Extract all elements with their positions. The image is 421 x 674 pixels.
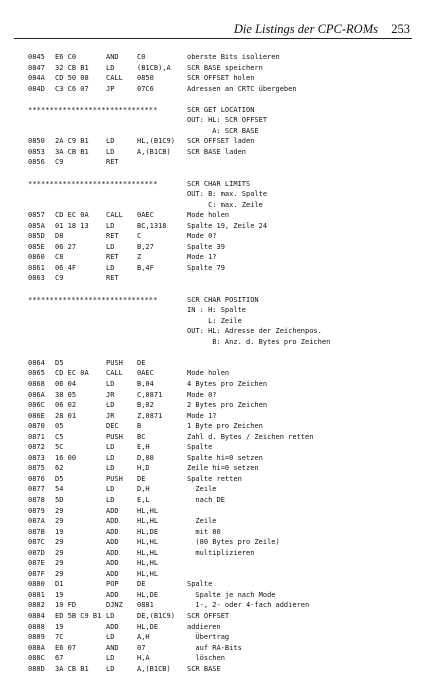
operand: HL,HL	[137, 569, 159, 578]
opcode-bytes: 5C	[55, 443, 64, 452]
address: 085A	[28, 221, 45, 230]
mnemonic: POP	[106, 580, 119, 589]
opcode-bytes: 05	[55, 422, 64, 431]
address: 085D	[28, 232, 45, 241]
operand: HL,HL	[137, 517, 159, 526]
operand: A,(B1CB)	[137, 664, 171, 673]
address: 0845	[28, 53, 45, 61]
mnemonic: LD	[106, 664, 115, 673]
opcode-bytes: D5	[55, 474, 64, 483]
address: 0873	[28, 453, 45, 462]
address: 087B	[28, 527, 45, 536]
opcode-bytes: 3A CB B1	[55, 147, 89, 156]
address: 0860	[28, 253, 45, 262]
opcode-bytes: 29	[55, 569, 64, 578]
opcode-bytes: 29	[55, 517, 64, 526]
operand: HL,HL	[137, 538, 159, 547]
mnemonic: LD	[106, 485, 115, 494]
address: 086A	[28, 390, 45, 399]
code-line	[0, 379, 421, 390]
address: 0875	[28, 464, 45, 473]
comment-line	[0, 326, 421, 337]
code-line	[0, 231, 421, 242]
comment: oberste Bits isolieren	[187, 53, 280, 61]
code-line	[0, 52, 421, 63]
code-line	[0, 147, 421, 158]
address: 0870	[28, 422, 45, 431]
mnemonic: LD	[106, 137, 115, 146]
comment: OUT: HL: SCR OFFSET	[187, 116, 268, 125]
opcode-bytes: 62	[55, 464, 64, 473]
opcode-bytes: ED 5B C9 B1	[55, 611, 102, 620]
operand: 0881	[137, 601, 154, 610]
address: 0853	[28, 147, 45, 156]
operand: DE,(B1C9)	[137, 611, 175, 620]
address: 088D	[28, 664, 45, 673]
operand: C,0871	[137, 390, 163, 399]
opcode-bytes: 29	[55, 548, 64, 557]
address: 0880	[28, 580, 45, 589]
address: 0884	[28, 611, 45, 620]
comment: OUT: B: max. Spalte	[187, 190, 268, 199]
opcode-bytes: 29	[55, 538, 64, 547]
comment-line	[0, 200, 421, 211]
mnemonic: CALL	[106, 369, 123, 378]
comment: multiplizieren	[187, 548, 255, 557]
comment: SCR BASE	[187, 664, 221, 673]
code-line	[0, 84, 421, 95]
separator-stars: ******************************	[28, 295, 158, 304]
comment: IN : H: Spalte	[187, 306, 247, 315]
code-line	[0, 273, 421, 284]
mnemonic: LD	[106, 63, 115, 72]
opcode-bytes: D8	[55, 232, 64, 241]
comment: Mode 0?	[187, 390, 217, 399]
comment-line	[0, 115, 421, 126]
opcode-bytes: 01 18 13	[55, 221, 89, 230]
operand: E,L	[137, 495, 150, 504]
comment-line	[0, 316, 421, 327]
comment: mit 80	[187, 527, 221, 536]
operand: C	[137, 232, 142, 241]
listing-spacer	[0, 284, 421, 295]
code-line	[0, 537, 421, 548]
address: 0872	[28, 443, 45, 452]
address: 086E	[28, 411, 45, 420]
assembly-listing	[0, 52, 421, 674]
comment: Adressen an CRTC übergeben	[187, 84, 297, 93]
mnemonic: LD	[106, 654, 115, 663]
code-line	[0, 495, 421, 506]
mnemonic: LD	[106, 633, 115, 642]
opcode-bytes: E6 07	[55, 643, 77, 652]
mnemonic: JR	[106, 411, 115, 420]
mnemonic: PUSH	[106, 358, 123, 367]
mnemonic: ADD	[106, 548, 119, 557]
mnemonic: LD	[106, 464, 115, 473]
code-line	[0, 358, 421, 369]
code-line	[0, 368, 421, 379]
address: 084D	[28, 84, 45, 93]
mnemonic: LD	[106, 443, 115, 452]
mnemonic: LD	[106, 242, 115, 251]
comment-line	[0, 189, 421, 200]
operand: DE	[137, 474, 146, 483]
code-line	[0, 664, 421, 674]
separator-stars: ******************************	[28, 105, 158, 114]
mnemonic: LD	[106, 401, 115, 410]
operand: B,02	[137, 401, 154, 410]
opcode-bytes: E6 C0	[55, 53, 77, 61]
code-line	[0, 63, 421, 74]
comment: Mode 1?	[187, 411, 217, 420]
opcode-bytes: 06 4F	[55, 263, 77, 272]
address: 0857	[28, 211, 45, 220]
code-line	[0, 242, 421, 253]
comment: Spalte je nach Mode	[187, 590, 276, 599]
comment: Zahl d. Bytes / Zeichen retten	[187, 432, 314, 441]
address: 0868	[28, 379, 45, 388]
comment: B: Anz. d. Bytes pro Zeichen	[187, 337, 331, 346]
section-header-row	[0, 179, 421, 190]
section-header-row	[0, 105, 421, 116]
code-line	[0, 484, 421, 495]
opcode-bytes: CD EC 0A	[55, 211, 89, 220]
comment: 4 Bytes pro Zeichen	[187, 379, 268, 388]
operand: B	[137, 422, 142, 431]
operand: HL,HL	[137, 506, 159, 515]
mnemonic: ADD	[106, 569, 119, 578]
mnemonic: RET	[106, 158, 119, 167]
comment: Mode 0?	[187, 232, 217, 241]
opcode-bytes: 7C	[55, 633, 64, 642]
listing-spacer	[0, 94, 421, 105]
comment: L: Zeile	[187, 316, 242, 325]
operand: 0850	[137, 74, 154, 83]
comment: Zeile	[187, 485, 217, 494]
code-line	[0, 157, 421, 168]
mnemonic: LD	[106, 263, 115, 272]
mnemonic: ADD	[106, 538, 119, 547]
address: 0888	[28, 622, 45, 631]
code-line	[0, 579, 421, 590]
address: 0864	[28, 358, 45, 367]
opcode-bytes: 2A C9 B1	[55, 137, 89, 146]
code-line	[0, 506, 421, 517]
comment: (80 Bytes pro Zeile)	[187, 538, 280, 547]
address: 0850	[28, 137, 45, 146]
mnemonic: ADD	[106, 527, 119, 536]
comment: addieren	[187, 622, 221, 631]
address: 0863	[28, 274, 45, 283]
opcode-bytes: 29	[55, 559, 64, 568]
comment: Spalte retten	[187, 474, 242, 483]
comment-line	[0, 337, 421, 348]
comment: SCR CHAR LIMITS	[187, 179, 251, 188]
mnemonic: LD	[106, 379, 115, 388]
code-line	[0, 600, 421, 611]
address: 0879	[28, 506, 45, 515]
code-line	[0, 263, 421, 274]
address: 0876	[28, 474, 45, 483]
operand: H,D	[137, 464, 150, 473]
mnemonic: ADD	[106, 590, 119, 599]
mnemonic: CALL	[106, 74, 123, 83]
mnemonic: ADD	[106, 517, 119, 526]
opcode-bytes: 19	[55, 527, 64, 536]
address: 087D	[28, 548, 45, 557]
mnemonic: LD	[106, 147, 115, 156]
address: 0847	[28, 63, 45, 72]
opcode-bytes: 29	[55, 506, 64, 515]
opcode-bytes: 5D	[55, 495, 64, 504]
comment-line	[0, 305, 421, 316]
opcode-bytes: 67	[55, 654, 64, 663]
address: 087C	[28, 538, 45, 547]
opcode-bytes: 54	[55, 485, 64, 494]
comment: A: SCR BASE	[187, 126, 259, 135]
opcode-bytes: C9	[55, 274, 64, 283]
mnemonic: RET	[106, 274, 119, 283]
opcode-bytes: C5	[55, 432, 64, 441]
page-number: 253	[391, 22, 410, 36]
opcode-bytes: D1	[55, 580, 64, 589]
address: 087A	[28, 517, 45, 526]
opcode-bytes: C3 C6 07	[55, 84, 89, 93]
code-line	[0, 221, 421, 232]
comment: SCR OFFSET holen	[187, 74, 255, 83]
mnemonic: DJNZ	[106, 601, 123, 610]
mnemonic: DEC	[106, 422, 119, 431]
code-line	[0, 516, 421, 527]
opcode-bytes: 38 05	[55, 390, 77, 399]
opcode-bytes: 10 FD	[55, 601, 77, 610]
address: 088C	[28, 654, 45, 663]
address: 088A	[28, 643, 45, 652]
code-line	[0, 611, 421, 622]
mnemonic: RET	[106, 253, 119, 262]
code-line	[0, 453, 421, 464]
operand: 07C6	[137, 84, 154, 93]
address: 085E	[28, 242, 45, 251]
operand: D,00	[137, 453, 154, 462]
operand: A,H	[137, 633, 150, 642]
comment: Spalte 19, Zeile 24	[187, 221, 268, 230]
comment: auf RA-Bits	[187, 643, 242, 652]
operand: Z,0871	[137, 411, 163, 420]
address: 0861	[28, 263, 45, 272]
mnemonic: LD	[106, 453, 115, 462]
mnemonic: PUSH	[106, 474, 123, 483]
mnemonic: LD	[106, 495, 115, 504]
comment: Spalte hi=0 setzen	[187, 453, 263, 462]
comment: Spalte 39	[187, 242, 225, 251]
code-line	[0, 400, 421, 411]
code-line	[0, 442, 421, 453]
operand: B,04	[137, 379, 154, 388]
opcode-bytes: 19	[55, 590, 64, 599]
code-line	[0, 474, 421, 485]
code-line	[0, 569, 421, 580]
mnemonic: JR	[106, 390, 115, 399]
mnemonic: AND	[106, 643, 119, 652]
code-line	[0, 210, 421, 221]
mnemonic: PUSH	[106, 432, 123, 441]
opcode-bytes: 06 27	[55, 242, 77, 251]
comment: SCR CHAR POSITION	[187, 295, 259, 304]
comment: Mode holen	[187, 211, 230, 220]
listing-spacer	[0, 347, 421, 358]
listing-spacer	[0, 168, 421, 179]
operand: E,H	[137, 443, 150, 452]
opcode-bytes: 3A CB B1	[55, 664, 89, 673]
comment: Zeile	[187, 517, 217, 526]
comment: C: max. Zeile	[187, 200, 263, 209]
opcode-bytes: 32 CB B1	[55, 63, 89, 72]
code-line	[0, 252, 421, 263]
opcode-bytes: CD 50 08	[55, 74, 89, 83]
code-line	[0, 548, 421, 559]
operand: HL,DE	[137, 622, 159, 631]
address: 0865	[28, 369, 45, 378]
page-header	[14, 22, 412, 39]
mnemonic: ADD	[106, 506, 119, 515]
comment: 1-, 2- oder 4-fach addieren	[187, 601, 310, 610]
code-line	[0, 622, 421, 633]
code-line	[0, 643, 421, 654]
operand: DE	[137, 580, 146, 589]
comment: 2 Bytes pro Zeichen	[187, 401, 268, 410]
comment: Mode 1?	[187, 253, 217, 262]
mnemonic: LD	[106, 221, 115, 230]
operand: BC	[137, 432, 146, 441]
code-line	[0, 632, 421, 643]
mnemonic: JP	[106, 84, 115, 93]
code-line	[0, 421, 421, 432]
comment: OUT: HL: Adresse der Zeichenpos.	[187, 327, 322, 336]
comment: Mode holen	[187, 369, 230, 378]
mnemonic: CALL	[106, 211, 123, 220]
opcode-bytes: C8	[55, 253, 64, 262]
mnemonic: ADD	[106, 622, 119, 631]
comment: Zeile hi=0 setzen	[187, 464, 259, 473]
mnemonic: LD	[106, 611, 115, 620]
code-line	[0, 558, 421, 569]
comment: Spalte	[187, 580, 213, 589]
comment: Übertrag	[187, 633, 230, 642]
opcode-bytes: D5	[55, 358, 64, 367]
operand: (B1CB),A	[137, 63, 171, 72]
opcode-bytes: C9	[55, 158, 64, 167]
address: 0871	[28, 432, 45, 441]
address: 087F	[28, 569, 45, 578]
address: 086C	[28, 401, 45, 410]
operand: HL,DE	[137, 590, 159, 599]
operand: B,27	[137, 242, 154, 251]
operand: Z	[137, 253, 142, 262]
comment: Spalte 79	[187, 263, 225, 272]
comment: Spalte	[187, 443, 213, 452]
code-line	[0, 463, 421, 474]
code-line	[0, 136, 421, 147]
code-line	[0, 653, 421, 664]
operand: C0	[137, 53, 146, 61]
address: 0856	[28, 158, 45, 167]
comment: SCR BASE speichern	[187, 63, 263, 72]
comment: SCR OFFSET laden	[187, 137, 255, 146]
comment: SCR OFFSET	[187, 611, 230, 620]
comment-line	[0, 126, 421, 137]
operand: HL,(B1C9)	[137, 137, 175, 146]
operand: BC,1318	[137, 221, 167, 230]
mnemonic: RET	[106, 232, 119, 241]
comment: löschen	[187, 654, 225, 663]
code-line	[0, 527, 421, 538]
address: 087E	[28, 559, 45, 568]
comment: 1 Byte pro Zeichen	[187, 422, 263, 431]
code-line	[0, 411, 421, 422]
opcode-bytes: 16 00	[55, 453, 77, 462]
section-header-row	[0, 295, 421, 306]
opcode-bytes: 06 02	[55, 401, 77, 410]
mnemonic: AND	[106, 53, 119, 61]
address: 0878	[28, 495, 45, 504]
comment: SCR BASE laden	[187, 147, 247, 156]
opcode-bytes: 28 01	[55, 411, 77, 420]
operand: 0AEC	[137, 369, 154, 378]
opcode-bytes: 06 04	[55, 379, 77, 388]
address: 0877	[28, 485, 45, 494]
address: 084A	[28, 74, 45, 83]
operand: H,A	[137, 654, 150, 663]
operand: 0AEC	[137, 211, 154, 220]
operand: 07	[137, 643, 146, 652]
opcode-bytes: 19	[55, 622, 64, 631]
operand: D,H	[137, 485, 150, 494]
address: 0881	[28, 590, 45, 599]
mnemonic: ADD	[106, 559, 119, 568]
code-line	[0, 390, 421, 401]
separator-stars: ******************************	[28, 179, 158, 188]
operand: DE	[137, 358, 146, 367]
operand: HL,DE	[137, 527, 159, 536]
code-line	[0, 432, 421, 443]
address: 0882	[28, 601, 45, 610]
operand: B,4F	[137, 263, 154, 272]
operand: HL,HL	[137, 559, 159, 568]
code-line	[0, 73, 421, 84]
comment: SCR GET LOCATION	[187, 105, 255, 114]
address: 0889	[28, 633, 45, 642]
operand: A,(B1CB)	[137, 147, 171, 156]
opcode-bytes: CD EC 0A	[55, 369, 89, 378]
chapter-title: Die Listings der CPC-ROMs	[233, 22, 378, 36]
comment: nach DE	[187, 495, 225, 504]
operand: HL,HL	[137, 548, 159, 557]
